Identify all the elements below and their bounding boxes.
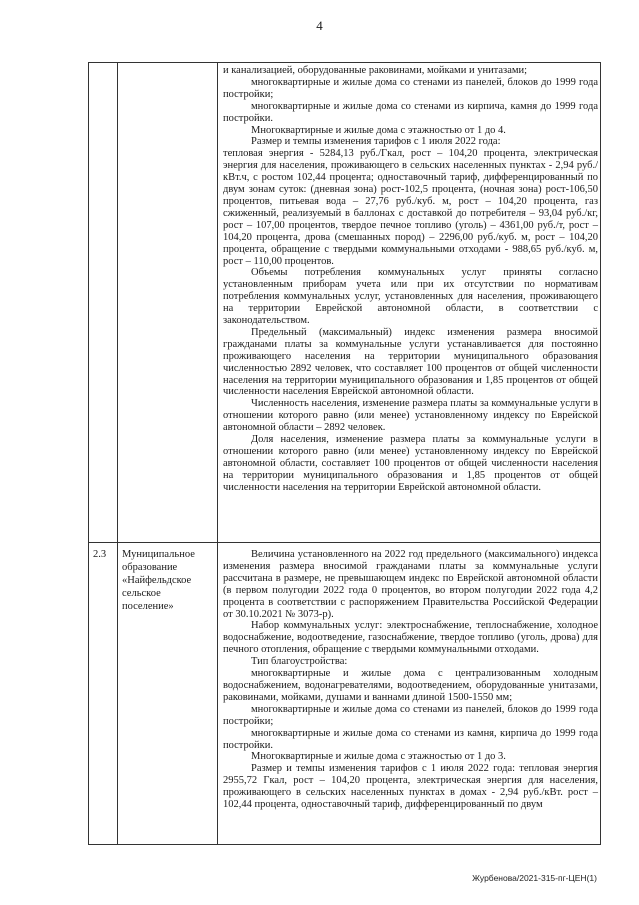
paragraph: Объемы потребления коммунальных услуг приняты согласно установленным приборам учета или при их отсутствии по нормативам потребления коммунальных услуг, установленных для населения, проживающего на территории Еврейской автономной области, в соответствии с законодательством. <box>223 267 598 327</box>
paragraph: Многоквартирные и жилые дома с этажностью от 1 до 3. <box>251 751 506 763</box>
document-table <box>88 62 601 845</box>
page-number: 4 <box>316 18 323 33</box>
paragraph: Доля населения, изменение размера платы за коммунальные услуги в отношении которого равно (или менее) установленному индексу по Еврейской автономной области, составляет 100 процентов от общей численности населения на территории муниципального образования и 1,85 процентов от общей численности населения на территории Еврейской автономной области. <box>223 434 598 493</box>
paragraph: многоквартирные и жилые дома со стенами из камня, кирпича до 1999 года постройки. <box>223 727 598 751</box>
row-municipality-name: Муниципальное образование «Найфельдское сельское поселение» <box>122 549 195 612</box>
table-cell-text-row-2-3 <box>223 549 598 811</box>
row-divider <box>89 542 600 543</box>
paragraph: многоквартирные и жилые дома со стенами из панелей, блоков до 1999 года постройки; <box>223 76 598 100</box>
table-cell-text-continued <box>223 65 598 494</box>
paragraph: и канализацией, оборудованные раковинами, мойками и унитазами; <box>223 65 528 76</box>
column-divider-1 <box>117 63 118 844</box>
column-divider-2 <box>217 63 218 844</box>
row-number: 2.3 <box>93 549 107 560</box>
paragraph: Численность населения, изменение размера платы за коммунальные услуги в отношении которого равно (или менее) установленному индексу по Еврейской автономной области – 2892 человек. <box>223 398 598 434</box>
paragraph: многоквартирные и жилые дома со стенами из панелей, блоков до 1999 года постройки; <box>223 703 598 727</box>
paragraph: Размер и темпы изменения тарифов с 1 июля 2022 года: <box>251 136 501 148</box>
paragraph: Многоквартирные и жилые дома с этажностью от 1 до 4. <box>251 124 506 136</box>
paragraph: Величина установленного на 2022 год предельного (максимального) индекса изменения размера вносимой гражданами платы за коммунальные услуги рассчитана в размере, не превышающем индекс по Еврейской автономной области (в первом полугодии 2022 года 0 процентов, во втором полугодии 2022 года 4,2 процента в соответствии с распоряжением Правительства Российской Федерации от 30.10.2021 № 3073-р). <box>223 549 598 620</box>
paragraph: Тип благоустройства: <box>251 656 348 668</box>
paragraph: Набор коммунальных услуг: электроснабжение, теплоснабжение, холодное водоснабжение, водоотведение, газоснабжение, твердое топливо (уголь, дрова) для печного отопления, обращение с твердыми коммунальными отходами. <box>223 620 598 656</box>
paragraph: многоквартирные и жилые дома со стенами из кирпича, камня до 1999 года постройки. <box>223 100 598 124</box>
paragraph: Размер и темпы изменения тарифов с 1 июля 2022 года: тепловая энергия 2955,72 Гкал, рост – 104,20 процента, электрическая энергия для населения, проживающего в сельских населенных пунктах в домах - 2,94 руб./кВт. рост – 102,44 процента, одноставочный тариф, дифференцированный по двум <box>223 763 598 811</box>
paragraph: Предельный (максимальный) индекс изменения размера вносимой гражданами платы за коммунальные услуги устанавливается для постоянно проживающего населения на территории муниципального образования численностью 2892 человек, что составляет 100 процентов от общей численности населения на территории муниципального образования и 1,85 процентов от общей численности населения Еврейской автономной области. <box>223 326 598 398</box>
paragraph: тепловая энергия - 5284,13 руб./Гкал, рост – 104,20 процента, электрическая энергия для населения, проживающего в сельских населенных пунктах - 2,94 руб./кВт.ч, с ростом 102,44 процента; одноставочный тариф, дифференцированный по двум зонам суток: (дневная зона) рост-102,5 процента, (ночная зона) рост-106,50 процентов, питьевая вода – 27,76 руб./куб. м, рост – 104,20 процента, газ сжиженный, реализуемый в баллонах с доставкой до потребителя – 93,04 руб./кг, рост – 107,00 процентов, твердое печное топливо (уголь) – 4361,00 руб./т, рост – 104,20 процента, дрова (смешанных пород) – 2296,00 руб./куб. м, рост – 104,20 процента, обращение с твердыми коммунальными отходами - 988,65 руб./куб. м, рост – 110,00 процентов. <box>223 148 598 267</box>
paragraph: многоквартирные и жилые дома с централизованным холодным водоснабжением, водонагревателями, водоотведением, оборудованные унитазами, раковинами, мойками, душами и ваннами длиной 1500-1550 мм; <box>223 668 598 703</box>
footer-code: Журбенова/2021-315-пг-ЦЕН(1) <box>472 873 597 883</box>
